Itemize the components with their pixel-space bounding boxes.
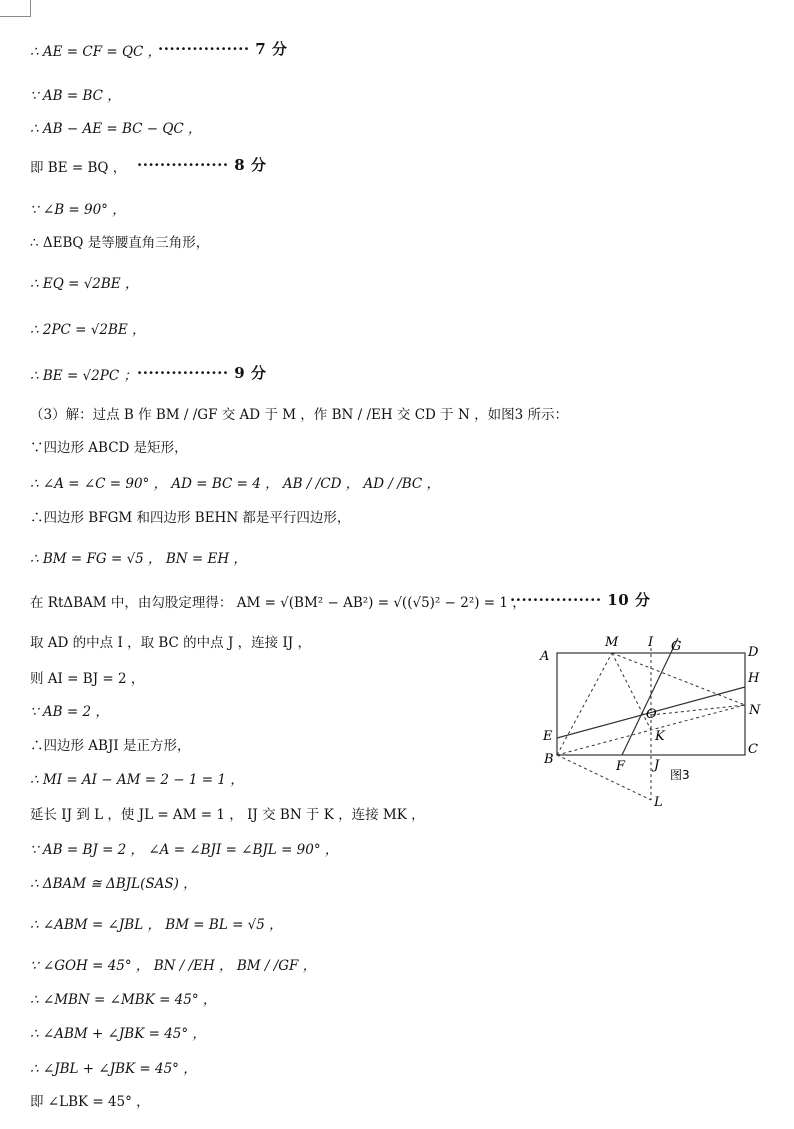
segment-mn — [612, 653, 745, 705]
solution-line: ∴ BE = √2PC ； — [30, 368, 137, 384]
solution-line: ∴四边形 ABJI 是正方形， — [30, 738, 191, 754]
label-o: O — [646, 707, 657, 722]
solution-line: ∵ AB = BC ， — [30, 88, 121, 104]
segment-bl — [557, 755, 651, 800]
label-e: E — [543, 729, 553, 744]
label-h: H — [748, 671, 760, 686]
label-i: I — [648, 635, 654, 650]
label-j: J — [654, 758, 660, 773]
label-k: K — [655, 729, 665, 744]
solution-line: 在 RtΔBAM 中，由勾股定理得： AM = √(BM² − AB²) = √((√5)² − 2²) = 1 ， — [30, 595, 526, 611]
segment-on — [651, 705, 745, 715]
score-marker: ················ 7 分 — [158, 40, 288, 58]
solution-line: ∴ MI = AI − AM = 2 − 1 = 1 ， — [30, 772, 244, 788]
label-d: D — [748, 645, 759, 660]
geometry-diagram — [530, 630, 770, 810]
solution-line: ∵四边形 ABCD 是矩形， — [30, 440, 188, 456]
label-g: G — [671, 639, 682, 654]
label-c: C — [748, 742, 758, 757]
solution-line: ∴ ∠JBL + ∠JBK = 45° ， — [30, 1061, 197, 1077]
solution-line: 即 BE = BQ ， — [30, 160, 127, 176]
page-corner-mark — [0, 0, 31, 17]
label-a: A — [540, 649, 550, 664]
solution-line: ∴ ∠A = ∠C = 90° ， AD = BC = 4 ， AB / /CD ， AD / /BC ， — [30, 476, 441, 492]
score-marker: ················ 10 分 — [510, 591, 651, 609]
solution-line: ∴ AB − AE = BC − QC ， — [30, 121, 202, 137]
solution-line: ∴ ΔBAM ≅ ΔBJL(SAS) ， — [30, 876, 197, 892]
solution-line: （3）解：过点 B 作 BM / /GF 交 AD 于 M ，作 BN / /EH 交 CD 于 N ，如图3 所示： — [30, 407, 568, 423]
solution-line: ∵ ∠B = 90° ， — [30, 202, 126, 218]
figure-caption: 图3 — [670, 768, 690, 782]
solution-line: ∵ AB = 2 ， — [30, 704, 109, 720]
solution-line: ∴ ∠ABM + ∠JBK = 45° ， — [30, 1026, 206, 1042]
score-marker: ················ 8 分 — [137, 156, 267, 174]
label-n: N — [749, 703, 761, 718]
solution-line: ∴ ∠MBN = ∠MBK = 45° ， — [30, 992, 217, 1008]
solution-line: ∵ ∠GOH = 45° ， BN / /EH ， BM / /GF ， — [30, 958, 317, 974]
solution-line: 则 AI = BJ = 2 ， — [30, 671, 145, 687]
solution-line: ∴ BM = FG = √5 ， BN = EH ， — [30, 551, 247, 567]
segment-bm — [557, 653, 612, 755]
solution-line: ∵ AB = BJ = 2 ， ∠A = ∠BJI = ∠BJL = 90° ， — [30, 842, 339, 858]
segment-fg — [622, 638, 678, 755]
label-l: L — [654, 795, 663, 810]
figure-3 — [530, 630, 770, 810]
label-b: B — [544, 752, 554, 767]
score-marker: ················ 9 分 — [137, 364, 267, 382]
label-f: F — [616, 759, 626, 774]
solution-line: 取 AD 的中点 I ，取 BC 的中点 J ，连接 IJ ， — [30, 635, 311, 651]
solution-line: ∴ EQ = √2BE ， — [30, 276, 139, 292]
solution-line: ∴ ∠ABM = ∠JBL ， BM = BL = √5 ， — [30, 917, 283, 933]
solution-line: 即 ∠LBK = 45° ， — [30, 1094, 150, 1110]
label-m: M — [605, 635, 619, 650]
solution-line: ∴ AE = CF = QC ， — [30, 44, 162, 60]
solution-line: ∴ ΔEBQ 是等腰直角三角形， — [30, 235, 210, 251]
solution-line: 延长 IJ 到 L ，使 JL = AM = 1 ， IJ 交 BN 于 K ，连接 MK ， — [30, 807, 425, 823]
solution-line: ∴四边形 BFGM 和四边形 BEHN 都是平行四边形， — [30, 510, 351, 526]
solution-line: ∴ 2PC = √2BE ， — [30, 322, 146, 338]
